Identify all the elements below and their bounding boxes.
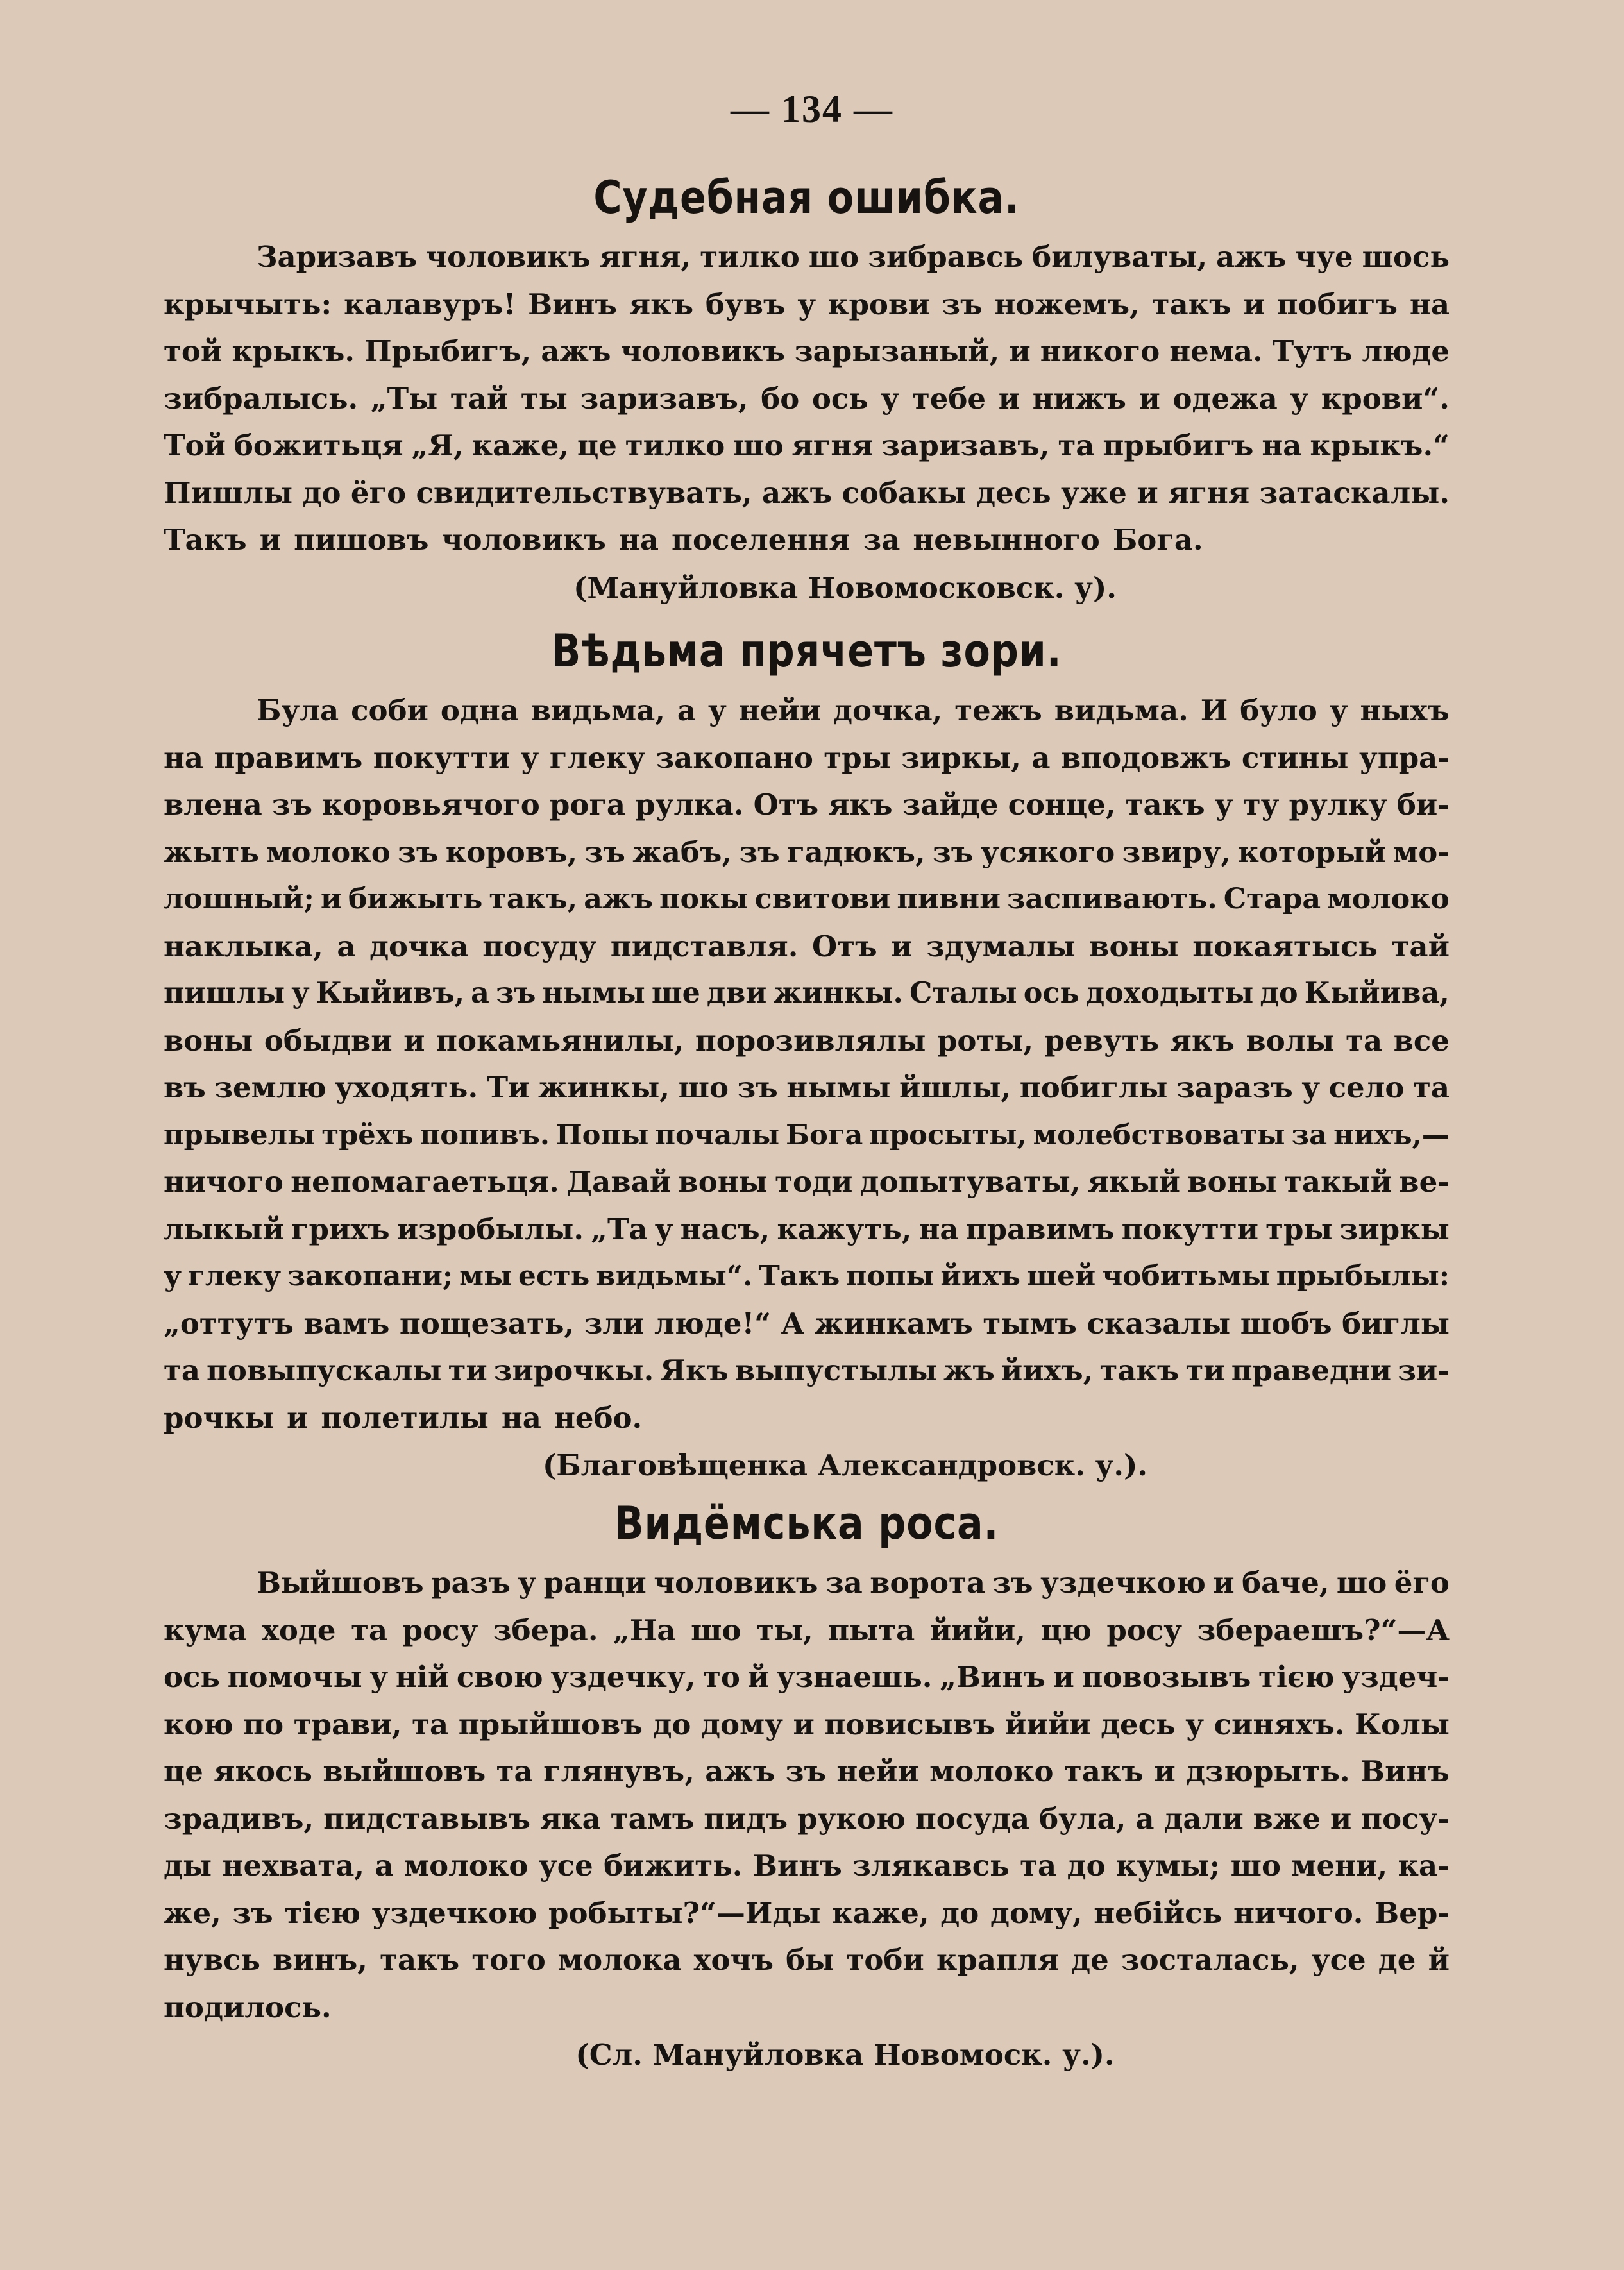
text-line: Була соби одна видьма, а у нейи дочка, тежъ видьма. И було у ныхъ [257, 693, 1450, 727]
text-line: той крыкъ. Прыбигъ, ажъ чоловикъ зарызаный, и никого нема. Тутъ люде [164, 334, 1450, 368]
text-line: Пишлы до ёго свидительствувать, ажъ собакы десь уже и ягня затаскалы. [164, 475, 1450, 510]
text-line: рочкы и полетилы на небо. [164, 1400, 643, 1435]
text-line: нувсь винъ, такъ того молока хочъ бы тоби крапля де зосталась, усе де й [164, 1943, 1450, 1977]
text-line: лыкый грихъ изробылы. „Та у насъ, кажуть, на правимъ покутти тры зиркы [164, 1212, 1450, 1246]
text-line: лошный; и бижыть такъ, ажъ покы свитови пивни заспивають. Стара молоко [164, 882, 1450, 915]
text-line: зибралысь. „Ты тай ты заризавъ, бо ось у тебе и нижъ и одежа у крови“. [164, 381, 1450, 416]
story-vedma-prya-chet-zori [164, 619, 1450, 1490]
text-line: ничого непомагаетьця. Давай воны тоди допытуваты, якый воны такый ве- [164, 1165, 1450, 1199]
text-line: наклыка, а дочка посуду пидставля. Отъ и здумалы воны покаятысь тай [164, 929, 1450, 963]
text-line: Заризавъ чоловикъ ягня, тилко шо зибравсь билуваты, ажъ чуе шось [257, 240, 1450, 274]
text-line: пишлы у Кыйивъ, а зъ нымы ше дви жинкы. Сталы ось доходыты до Кыйива, [164, 976, 1450, 1010]
text-line: на правимъ покутти у глеку закопано тры зиркы, а вподовжъ стины упра- [164, 740, 1450, 775]
text-line: прывелы трёхъ попивъ. Попы почалы Бога просыты, молебствоваты за нихъ,— [164, 1118, 1450, 1151]
text-line: кою по трави, та прыйшовъ до дому и повисывъ йийи десь у синяхъ. Колы [164, 1707, 1450, 1741]
story-text [164, 233, 1450, 564]
text-line: кума ходе та росу збера. „На шо ты, пыта йийи, цю росу збераешъ?“—А [164, 1613, 1450, 1647]
story-source: (Мануйловка Новомосковск. у). [573, 570, 1117, 605]
story-title: Судебная ошибка. [593, 171, 1020, 224]
story-source: (Сл. Мануйловка Новомоск. у.). [575, 2038, 1115, 2072]
text-line: же, зъ тією уздечкою робыты?“—Иды каже, до дому, небійсь ничого. Вер- [164, 1895, 1450, 1930]
story-text [164, 687, 1450, 1441]
story-text [164, 1559, 1450, 2031]
text-line: та повыпускалы ти зирочкы. Якъ выпустылы жъ йихъ, такъ ти праведни зи- [164, 1353, 1450, 1387]
text-line: ось помочы у ній свою уздечку, то й узнаешь. „Винъ и повозывъ тією уздеч- [164, 1660, 1450, 1694]
text-line: въ землю уходять. Ти жинкы, шо зъ нымы йшлы, побиглы заразъ у село та [164, 1071, 1450, 1105]
text-line: Выйшовъ разъ у ранци чоловикъ за ворота зъ уздечкою и баче, шо ёго [257, 1566, 1450, 1600]
text-line: воны обыдви и покамьянилы, порозивлялы роты, ревуть якъ волы та все [164, 1023, 1450, 1058]
text-line: крычыть: калавуръ! Винъ якъ бувъ у крови зъ ножемъ, такъ и побигъ на [164, 287, 1450, 321]
story-vidyomska-rosa [164, 1491, 1450, 2079]
text-line: влена зъ коровьячого рога рулка. Отъ якъ зайде сонце, такъ у ту рулку би- [164, 788, 1450, 822]
text-line: Такъ и пишовъ чоловикъ на поселення за невынного Бога. [164, 523, 1203, 557]
text-line: це якось выйшовъ та глянувъ, ажъ зъ нейи молоко такъ и дзюрыть. Винъ [164, 1754, 1450, 1788]
text-line: подилось. [164, 1990, 332, 2024]
text-line: зрадивъ, пидставывъ яка тамъ пидъ рукою посуда була, а дали вже и посу- [164, 1801, 1450, 1836]
text-line: у глеку закопани; мы есть видьмы“. Такъ попы йихъ шей чобитьмы прыбылы: [164, 1260, 1450, 1292]
story-source: (Благовѣщенка Александровск. у.). [542, 1448, 1148, 1482]
text-line: жыть молоко зъ коровъ, зъ жабъ, зъ гадюкъ, зъ усякого звиру, который мо- [164, 834, 1450, 869]
story-title: Вѣдьма прячетъ зори. [551, 625, 1062, 677]
story-sudebnaya-oshibka [164, 165, 1450, 613]
page-number: — 134 — [731, 88, 893, 130]
story-title: Видёмська роса. [614, 1497, 999, 1550]
text-line: „оттутъ вамъ пощезать, зли люде!“ А жинкамъ тымъ сказалы шобъ биглы [164, 1306, 1450, 1341]
text-line: ды нехвата, а молоко усе бижить. Винъ злякавсь та до кумы; шо мени, ка- [164, 1849, 1450, 1883]
text-line: Той божитьця „Я, каже, це тилко шо ягня заризавъ, та прыбигъ на крыкъ.“ [164, 428, 1450, 462]
